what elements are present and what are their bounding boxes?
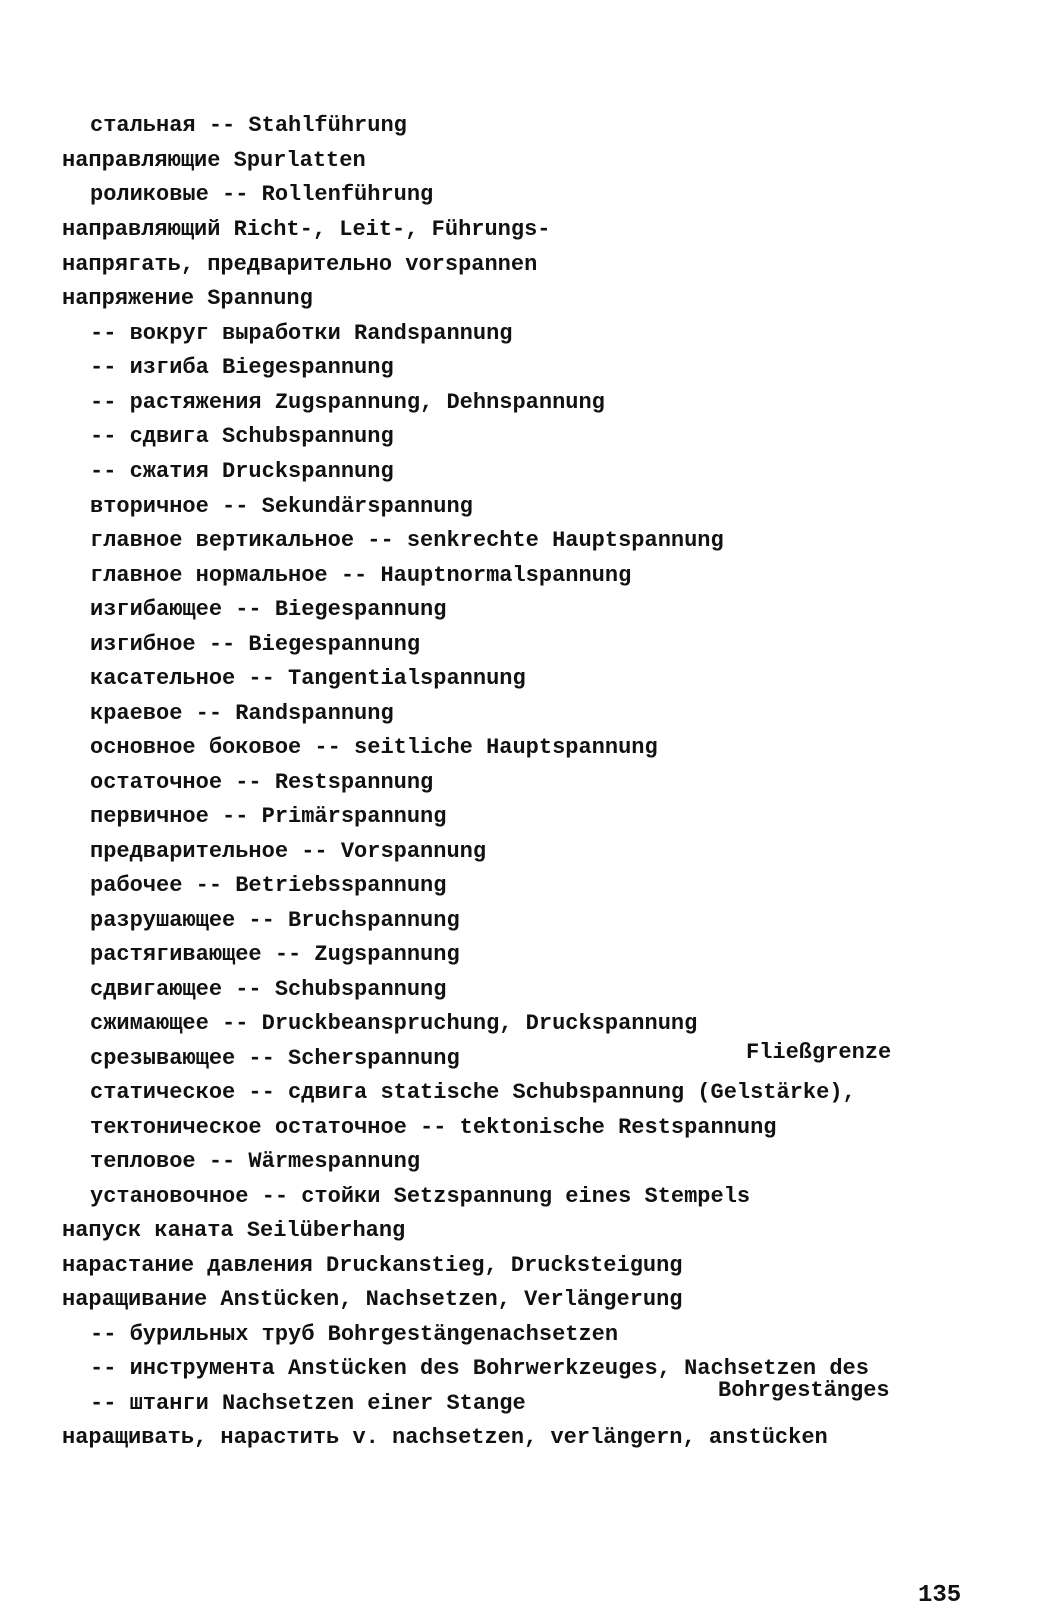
entry-line: предварительное -- Vorspannung xyxy=(90,839,487,864)
entry-line: -- сжатия Druckspannung xyxy=(90,459,394,484)
entry-line: касательное -- Tangentialspannung xyxy=(90,666,526,691)
entry-line: наращивать, нарастить v. nachsetzen, verlängern, anstücken xyxy=(62,1425,828,1450)
entry-line: роликовые -- Rollenführung xyxy=(90,182,434,207)
entry-line: напуск каната Seilüberhang xyxy=(62,1218,406,1243)
entry-line: главное нормальное -- Hauptnormalspannung xyxy=(90,563,632,588)
entry-line: изгибающее -- Biegespannung xyxy=(90,597,447,622)
entry-line: сдвигающее -- Schubspannung xyxy=(90,977,447,1002)
entry-line: тепловое -- Wärmespannung xyxy=(90,1149,421,1174)
entry-line: главное вертикальное -- senkrechte Hauptspannung xyxy=(90,528,724,553)
margin-note-fliessgrenze: Fließgrenze xyxy=(746,1040,892,1065)
entry-line: основное боковое -- seitliche Hauptspannung xyxy=(90,735,658,760)
entry-line: направляющий Richt-, Leit-, Führungs- xyxy=(62,217,551,242)
entry-line: -- инструмента Anstücken des Bohrwerkzeuges, Nachsetzen des xyxy=(90,1356,869,1381)
entry-line: изгибное -- Biegespannung xyxy=(90,632,421,657)
entry-line: разрушающее -- Bruchspannung xyxy=(90,908,460,933)
entry-line: -- бурильных труб Bohrgestängenachsetzen xyxy=(90,1322,619,1347)
entry-line: -- растяжения Zugspannung, Dehnspannung xyxy=(90,390,605,415)
entry-line: -- сдвига Schubspannung xyxy=(90,424,394,449)
entry-line: остаточное -- Restspannung xyxy=(90,770,434,795)
entry-line: стальная -- Stahlführung xyxy=(90,113,407,138)
entry-line: -- изгиба Biegespannung xyxy=(90,355,394,380)
entry-line: наращивание Anstücken, Nachsetzen, Verlängerung xyxy=(62,1287,683,1312)
entry-line: статическое -- сдвига statische Schubspannung (Gelstärke), xyxy=(90,1080,856,1105)
entry-line: направляющие Spurlatten xyxy=(62,148,366,173)
entry-line: нарастание давления Druckanstieg, Drucksteigung xyxy=(62,1253,683,1278)
entry-line: срезывающее -- Scherspannung xyxy=(90,1046,460,1071)
margin-note-bohrgestaenges: Bohrgestänges xyxy=(718,1378,890,1403)
entry-line: -- штанги Nachsetzen einer Stange xyxy=(90,1391,526,1416)
entry-line: краевое -- Randspannung xyxy=(90,701,394,726)
entry-line: растягивающее -- Zugspannung xyxy=(90,942,460,967)
entry-line: сжимающее -- Druckbeanspruchung, Druckspannung xyxy=(90,1011,698,1036)
entry-line: напрягать, предварительно vorspannen xyxy=(62,252,538,277)
entry-line: вторичное -- Sekundärspannung xyxy=(90,494,473,519)
entry-line: рабочее -- Betriebsspannung xyxy=(90,873,447,898)
entry-line: первичное -- Primärspannung xyxy=(90,804,447,829)
entry-line: напряжение Spannung xyxy=(62,286,313,311)
page-number: 135 xyxy=(918,1582,962,1609)
entry-line: установочное -- стойки Setzspannung eines Stempels xyxy=(90,1184,751,1209)
entry-line: тектоническое остаточное -- tektonische Restspannung xyxy=(90,1115,777,1140)
entry-line: -- вокруг выработки Randspannung xyxy=(90,321,513,346)
